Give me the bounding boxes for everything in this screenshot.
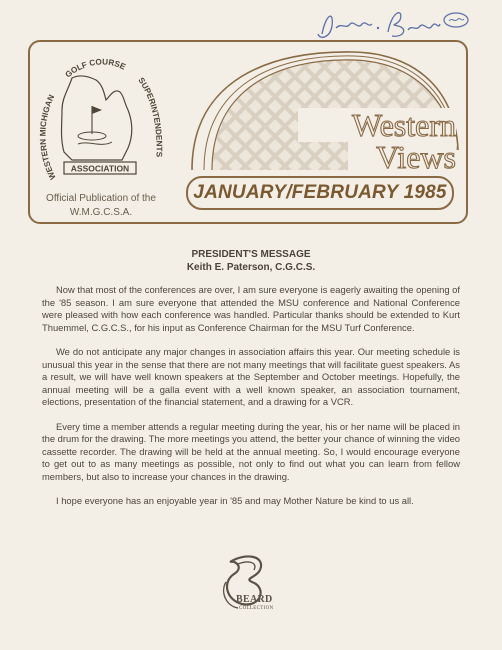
svg-text:ASSOCIATION: ASSOCIATION — [70, 163, 130, 174]
article-paragraph-2: We do not anticipate any major changes in association affairs this year. Our meeting schedule is unusual this year in the sense that there are not many meetings that will facilitate guest speakers. As a result, we will have well known speakers at the September and October meetings. Hopefully, the annual meeting will be a galla event with a well known speaker, an association tournament, elections, presentation of the financial statement, and a drawing for a VCR. — [42, 346, 460, 407]
article-paragraph-3: Every time a member attends a regular meeting during the year, his or her name will be placed in the drum for the drawing. The more meetings you attend, the better your chance of winning the video cassette recorder. The drawing will be held at the annual meeting. So, I would encourage everyone to get out to as many meetings as possible, not only to find out what you can learn from fellow members, but also to increase your chances in the drawing. — [42, 420, 460, 482]
article-paragraph-1: Now that most of the conferences are over, I am sure everyone is eagerly awaiting the opening of the '85 season. I am sure everyone that attended the MSU conference and National Conference were pleased with how each conference was handled. Particular thanks should be extended to Kurt Thuemmel, C.G.C.S., for his input as Conference Chairman for the MSU Turf Conference. — [42, 284, 460, 333]
wmgcsa-logo — [38, 48, 164, 190]
collection-name: BEARD — [236, 594, 273, 605]
official-line-2: W.M.G.C.S.A. — [69, 207, 133, 218]
svg-text:GOLF COURSE: GOLF COURSE — [63, 57, 127, 80]
article-body — [42, 284, 460, 520]
masthead-title-line-2: Views — [376, 139, 456, 175]
western-views-title-art — [186, 50, 460, 180]
beard-collection-logo — [216, 552, 282, 622]
svg-text:SUPERINTENDENTS: SUPERINTENDENTS — [136, 75, 164, 158]
handwritten-signature — [312, 4, 472, 44]
issue-date: JANUARY/FEBRUARY 1985 — [193, 182, 447, 203]
official-line-1: Official Publication of the — [46, 193, 156, 204]
article-title: PRESIDENT'S MESSAGE — [191, 249, 311, 260]
svg-text:WESTERN MICHIGAN: WESTERN MICHIGAN — [38, 93, 58, 182]
article-author: Keith E. Paterson, C.G.C.S. — [186, 262, 316, 273]
official-publication — [34, 192, 168, 220]
masthead-title-line-1: Western — [351, 107, 456, 143]
article-paragraph-4: I hope everyone has an enjoyable year in '85 and may Mother Nature be kind to us all. — [56, 495, 414, 506]
collection-subtitle: COLLECTION — [239, 606, 274, 611]
issue-date-banner — [186, 176, 454, 210]
